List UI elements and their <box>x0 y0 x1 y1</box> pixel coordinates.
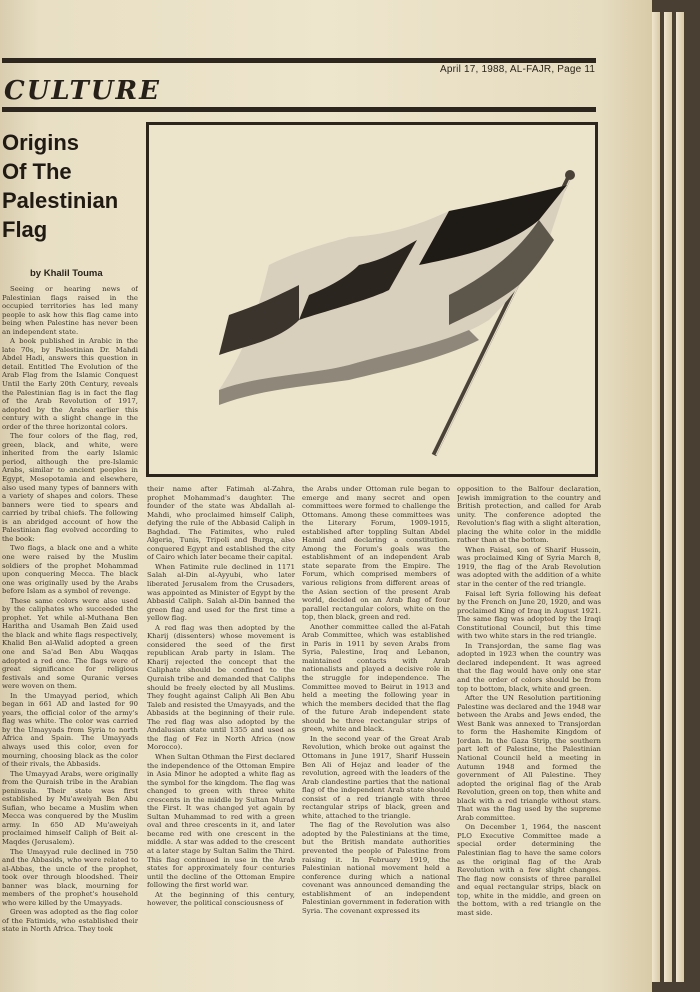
paragraph: In Transjordan, the same flag was adopted in 1923 when the country was declared independent. It was agreed that the flag would have only one star and the order of colors should be from top to bottom, black, white and green. <box>457 641 601 693</box>
paragraph: The flag of the Revolution was also adopted by the Palestinians at the time, but the British mandate authorities prevented the people of Palestine from raising it. In February 1919, the Palestinian national movement held a conference during which a national covenant was announced demanding the establishment of an independent Palestinian government in federation with Syria. The covenant expressed its <box>302 821 450 915</box>
paragraph: When Faisal, son of Sharif Hussein, was proclaimed King of Syria March 8, 1919, the flag of the Arab Revolution was adopted with the addition of a white star in the center of the red triangle. <box>457 545 601 589</box>
article-column-1 <box>2 285 138 955</box>
headline-line: Of The <box>2 159 72 184</box>
paragraph: their name after Fatimah al-Zahra, prophet Mohammad's daughter. The founder of the state was Abdallah al-Mahdi, who proclaimed himself Caliph, defying the rule of the Abbasid Caliph in Baghdad. The Fatimites, who ruled Algeria, Tunis, Tripoli and Burga, also conquered Egypt and established the city of Cairo which later became their capital. <box>147 485 295 562</box>
paragraph: At the beginning of this century, however, the political consciousness of <box>147 890 295 908</box>
paragraph: Another committee called the al-Fatah Arab Committee, which was established in Paris in 1911 by seven Arabs from Syria, Palestine, Iraq and Lebanon, maintained contacts with Arab nationalists and played a decisive role in the struggle for independence. The Committee moved to Beirut in 1913 and held a meeting the following year in which the members decided that the flag of the future Arab independent state should be three rectangular strips of green, white and black. <box>302 622 450 734</box>
paragraph: Two flags, a black one and a white one were raised by the Muslim soldiers of the prophet Mohammad upon conquering Mecca. The black one was originally used by the Arabs before Islam as a symbol of revenge. <box>2 544 138 596</box>
paragraph: These same colors were also used by the caliphates who succeeded the prophet. Yet while al-Muthana Ben Haritha and Usamah Ben Zaid used the black and white flags respectively, Khalid Ben al-Walid adopted a green one and Sa'ad Ben Abu Waqqas adopted a red one. The flags were of great significance for religious festivals and some Quranic verses were woven on them. <box>2 596 138 691</box>
paragraph: The Umayyad Arabs, were originally from the Quraish tribe in the Arabian peninsula. Their state was first established by Mu'aweiyah Ben Abu Sufian, who became a Muslim when Mecca was conquered by the Muslim army. In 650 AD Mu'aweiyah proclaimed himself Caliph of Beit al-Maqdes (Jerusalem). <box>2 769 138 846</box>
top-rule <box>2 58 596 63</box>
pole-finial <box>565 170 575 180</box>
section-rule <box>2 107 596 112</box>
headline-line: Flag <box>2 217 48 242</box>
paragraph: After the UN Resolution partitioning Palestine was declared and the 1948 war between the Arabs and Jews ended, the West Bank was annexed to Transjordan to form the Hashemite Kingdom of Jordan. In the Gaza Strip, the southern part left of Palestine, the Palestinian National Council held a meeting in Autumn 1948 and formed the government of All Palestine. They adopted the original flag of the Arab Revolution, green on top, then white and black with a red triangle without stars. That was the flag used by the supreme Arab committee. <box>457 694 601 822</box>
paragraph: the Arabs under Ottoman rule began to emerge and many secret and open committees were formed to challenge the Ottomans. Among these committees was the Literary Forum, 1909-1915, established after toppling Sultan Abdel Hamid and declaring a constitution. Among the Forum's goals was the establishment of an independent Arab state separate from the Empire. The Forum, which comprised members of various religions from different areas of the Asian section of the present Arab world, decided on an Arab flag of four parallel rectangular colors, white on the top, then black, green and red. <box>302 485 450 622</box>
paragraph: A red flag was then adopted by the Kharij (dissenters) whose movement is considered the seed of the first republican Arab party in Islam. The Kharij rejected the concept that the Caliphate should be confined to the Quraish tribe and demanded that Caliphs should be freely elected by all Muslims. They fought against Caliph Ali Ben Abu Taleb and resisted the Umayyads, and the Abbasids at the beginning of their rule. The red flag was also adopted by the Andalusian state until 1355 and used as the flag of Fez in North Africa (now Morocco). <box>147 623 295 752</box>
paragraph: In the second year of the Great Arab Revolution, which broke out against the Ottomans in June 1917, Sharif Hussein Ben Ali of Hejaz and leader of the revolution, agreed with the leaders of the Arab clandestine parties that the national flag of the independent Arab state should consist of a red triangle with three rectangular strips of black, green and white, attached to the triangle. <box>302 734 450 820</box>
byline: by Khalil Touma <box>30 268 103 279</box>
paragraph: When Fatimite rule declined in 1171 Salah al-Din al-Ayyubi, who later liberated Jerusalem from the Crusaders, was appointed as Minister of Egypt by the Abbasid Caliph. Salah al-Din banned the green flag and used for the first time a yellow flag. <box>147 562 295 623</box>
paragraph: On December 1, 1964, the nascent PLO Executive Committee made a special order determining the Palestinian flag to have the same colors as the original flag of the Arab Revolution with a few slight changes. The flag now consists of three parallel and equal rectangular strips, black on top, white in the middle, and green on the bottom, with a red triangle on the mast side. <box>457 823 601 917</box>
paragraph: A book published in Arabic in the late 70s, by Palestinian Dr. Mahdi Abdel Hadi, answers this question in detail. Entitled The Evolution of the Arab Flag from the Islamic Conquest Until the Early 20th Century, reveals the Palestinian flag is in fact the flag of the Arab Revolution of 1917, adopted by the Arabs earlier this century with a slight change in the order of the three horizontal colors. <box>2 337 138 431</box>
section-title: CULTURE <box>4 76 161 106</box>
dateline: April 17, 1988, AL-FAJR, Page 11 <box>440 64 596 75</box>
paragraph: Green was adopted as the flag color of the Fatimids, who established their state in North Africa. They took <box>2 908 138 934</box>
page-edge <box>652 12 660 982</box>
headline-line: Palestinian <box>2 188 119 213</box>
paragraph: The Umayyad rule declined in 750 and the Abbasids, who were related to al-Abbas, the uncle of the prophet, took over through bloodshed. Their banner was black, mourning for members of the prophet's household who were killed by the Umayyads. <box>2 847 138 907</box>
paragraph: In the Umayyad period, which began in 661 AD and lasted for 90 years, the official color of the army's flag was white. The color was carried by the Umayyads from Syria to north Africa and Spain. The Umayyads always used this color, even for mourning, choosing black as the color of their rivals, the Abbasids. <box>2 691 138 769</box>
paragraph: Faisal left Syria following his defeat by the French on June 20, 1920, and was proclaimed King of Iraq in August 1921. The same flag was adopted by the Iraqi Constitutional Council, but this time with two white stars in the red triangle. <box>457 589 601 641</box>
paragraph: Seeing or hearing news of Palestinian flags raised in the occupied territories has led many people to ask how this flag came into being when Palestine has never been an independent state. <box>2 285 138 336</box>
article-column-2 <box>147 485 295 955</box>
page-edge <box>664 12 672 982</box>
article-column-3 <box>302 485 450 955</box>
waving-flag-illustration <box>149 125 595 474</box>
headline-line: Origins <box>2 130 80 155</box>
flag-photo <box>146 122 598 477</box>
article-column-4 <box>457 485 601 955</box>
page-edge <box>676 12 684 982</box>
paragraph: opposition to the Balfour declaration, Jewish immigration to the country and British protection, and called for Arab unity. The conference adopted the Revolution's flag with a slight alteration, placing the white color in the middle rather than at the bottom. <box>457 485 601 545</box>
paragraph: The four colors of the flag, red, green, black, and white, were inherited from the early Islamic period, although the pre-Islamic Arabs, similar to ancient peoples in Egypt, Mesopotamia and elsewhere, also used many types of banners with a variety of shapes and colors. These banners were tied to spears and carried by tribal chiefs. The following is an abridged account of how the Palestinian flag evolved according to the book: <box>2 432 138 543</box>
paragraph: When Sultan Othman the First declared the independence of the Ottoman Empire in Asia Minor he adopted a white flag as the symbol for the kingdom. The flag was changed to green with three white crescents in the middle by Sultan Murad the First. It was changed yet again by Sultan Muhammad to red with a green oval and three crescents in it, and later became red with one crescent in the middle. A star was added to the crescent at a later stage by Sultan Salim the Third. This flag continued in use in the Arab states for approximately four centuries until the decline of the Ottoman Empire following the first world war. <box>147 752 295 890</box>
headline <box>2 128 137 244</box>
